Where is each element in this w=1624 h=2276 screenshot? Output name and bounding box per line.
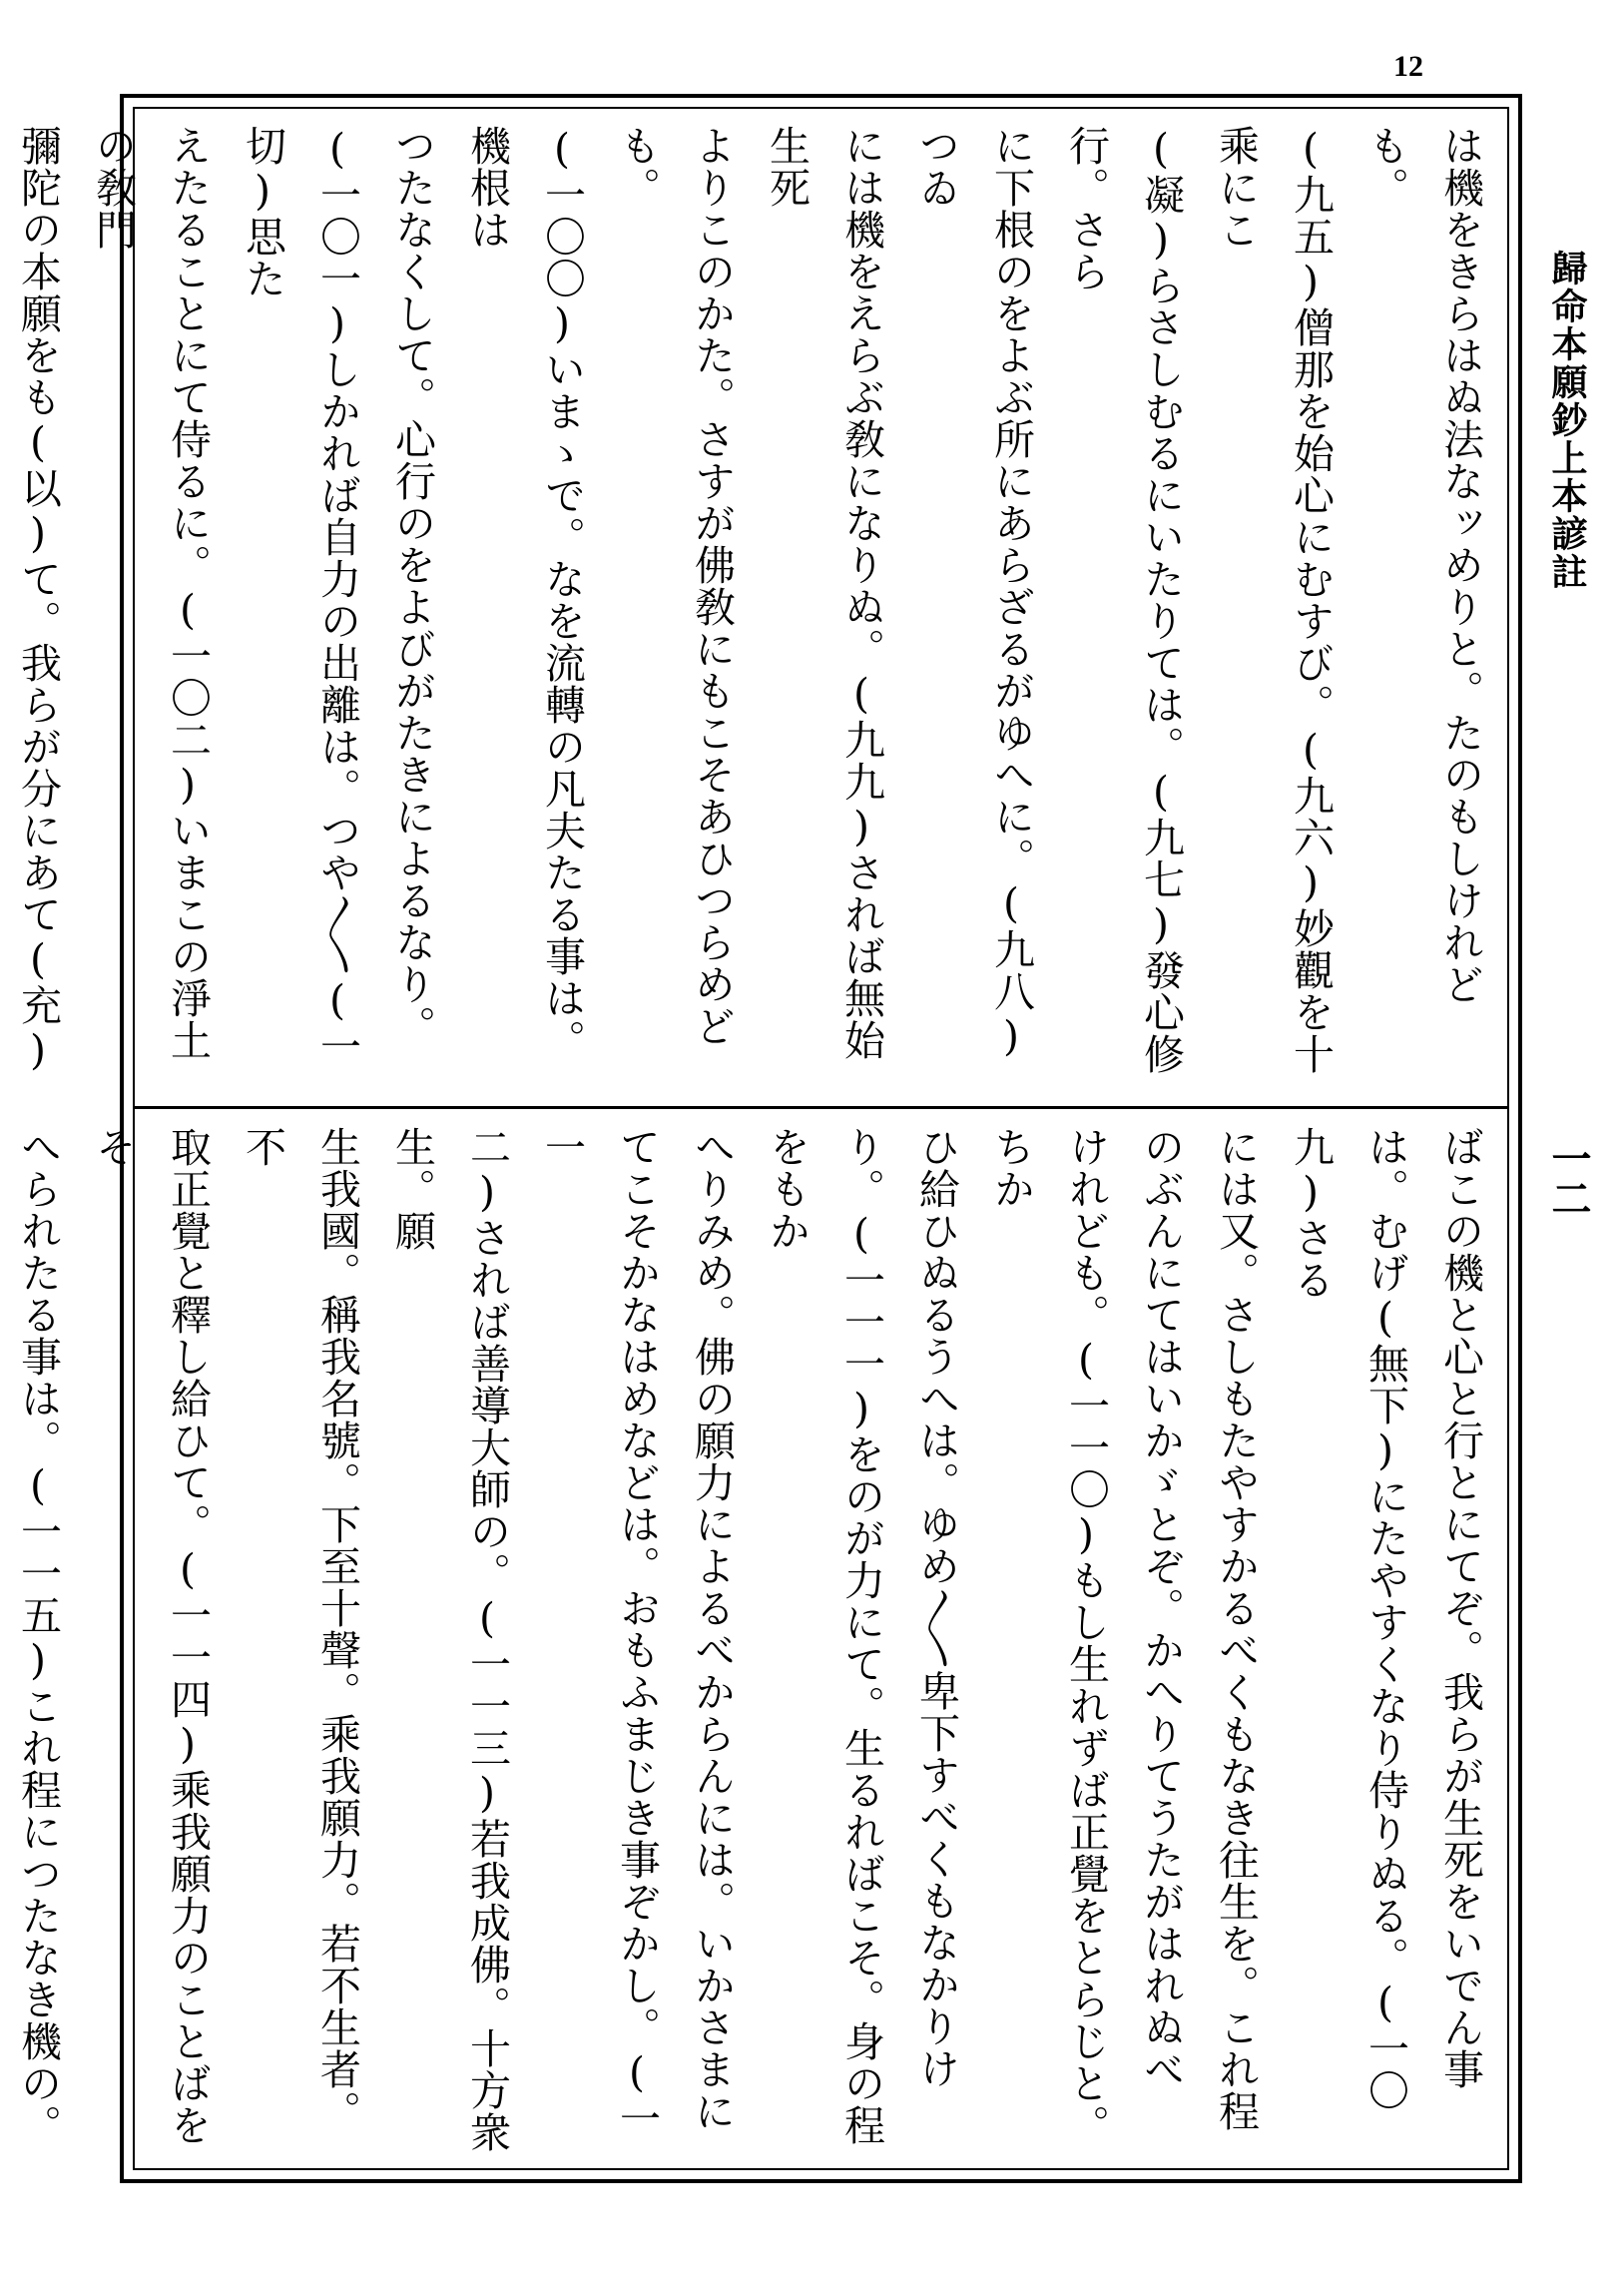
- text-column: 取正覺と釋し給ひて。(一一四)乘我願力のことばをそ: [89, 1126, 212, 2146]
- text-column: ばこの機と心と行とにてぞ。我らが生死をいでん事: [1436, 1126, 1484, 2090]
- text-column: は機をきらはぬ法なッめりと。たのもしけれども。: [1361, 125, 1484, 1005]
- text-column: のぶんにてはいかゞとぞ。かへりてうたがはれぬべ: [1137, 1126, 1185, 2090]
- text-column: 彌陀の本願をも(以)て。我らが分にあて(充): [14, 125, 62, 1075]
- text-column: は。むげ(無下)にたやすくなり侍りぬる。(一〇九)さる: [1287, 1126, 1409, 2111]
- text-column: ひ給ひぬるうへは。ゆめ〱卑下すべくもなかりけ: [912, 1126, 960, 2089]
- text-column: よりこのかた。さすが佛敎にもこそあひつらめども。: [613, 125, 736, 1047]
- running-title: 歸命本願鈔上本諺註: [1546, 250, 1588, 591]
- folio-number: 一二: [1545, 1138, 1592, 1218]
- page-number: 12: [1393, 50, 1423, 83]
- text-column: けれども。(一一〇)もし生れずば正覺をとらじと。ちか: [987, 1126, 1110, 2146]
- text-column: には又。さしもたやすかるべくもなき往生を。これ程: [1212, 1126, 1260, 2132]
- bottom-text-columns: [14, 1126, 1497, 2154]
- text-column: には機をえらぶ敎になりぬ。(九九)されば無始生死: [763, 125, 885, 1061]
- section-divider: [133, 1106, 1509, 1109]
- text-column: に下根のをよぶ所にあらざるがゆへに。(九八)つゐ: [912, 125, 1035, 1061]
- text-column: えたることにて侍るに。(一〇二)いまこの淨土の敎門: [89, 125, 212, 1061]
- text-column: てこそかなはめなどは。おもふまじき事ぞかし。(一一: [538, 1126, 661, 2139]
- top-text-columns: [14, 125, 1497, 1083]
- text-column: (凝)らさしむるにいたりては。(九七)發心修行。さら: [1062, 125, 1185, 1075]
- text-column: へられたる事は。(一一五)これ程につたなき機の。: [14, 1126, 62, 2146]
- top-text-block: [14, 125, 1497, 1083]
- text-column: (一〇〇)いまゝで。なを流轉の凡夫たる事は。機根は: [463, 125, 586, 1061]
- text-column: (一〇一)しかれば自力の出離は。つや〱(一切)思た: [239, 125, 361, 1067]
- text-column: 二)されば善導大師の。(一一三)若我成佛。十方衆生。願: [388, 1126, 511, 2153]
- text-column: へりみめ。佛の願力によるべからんには。いかさまに: [688, 1126, 736, 2132]
- text-column: 生我國。稱我名號。下至十聲。乘我願力。若不生者。不: [239, 1126, 361, 2132]
- text-column: つたなくして。心行のをよびがたきによるなり。: [388, 125, 436, 1047]
- text-column: り。(一一一)をのが力にて。生るればこそ。身の程をもか: [763, 1126, 885, 2146]
- text-column: (九五)僧那を始心にむすび。(九六)妙觀を十乘にこ: [1212, 125, 1335, 1075]
- bottom-text-block: [14, 1126, 1497, 2154]
